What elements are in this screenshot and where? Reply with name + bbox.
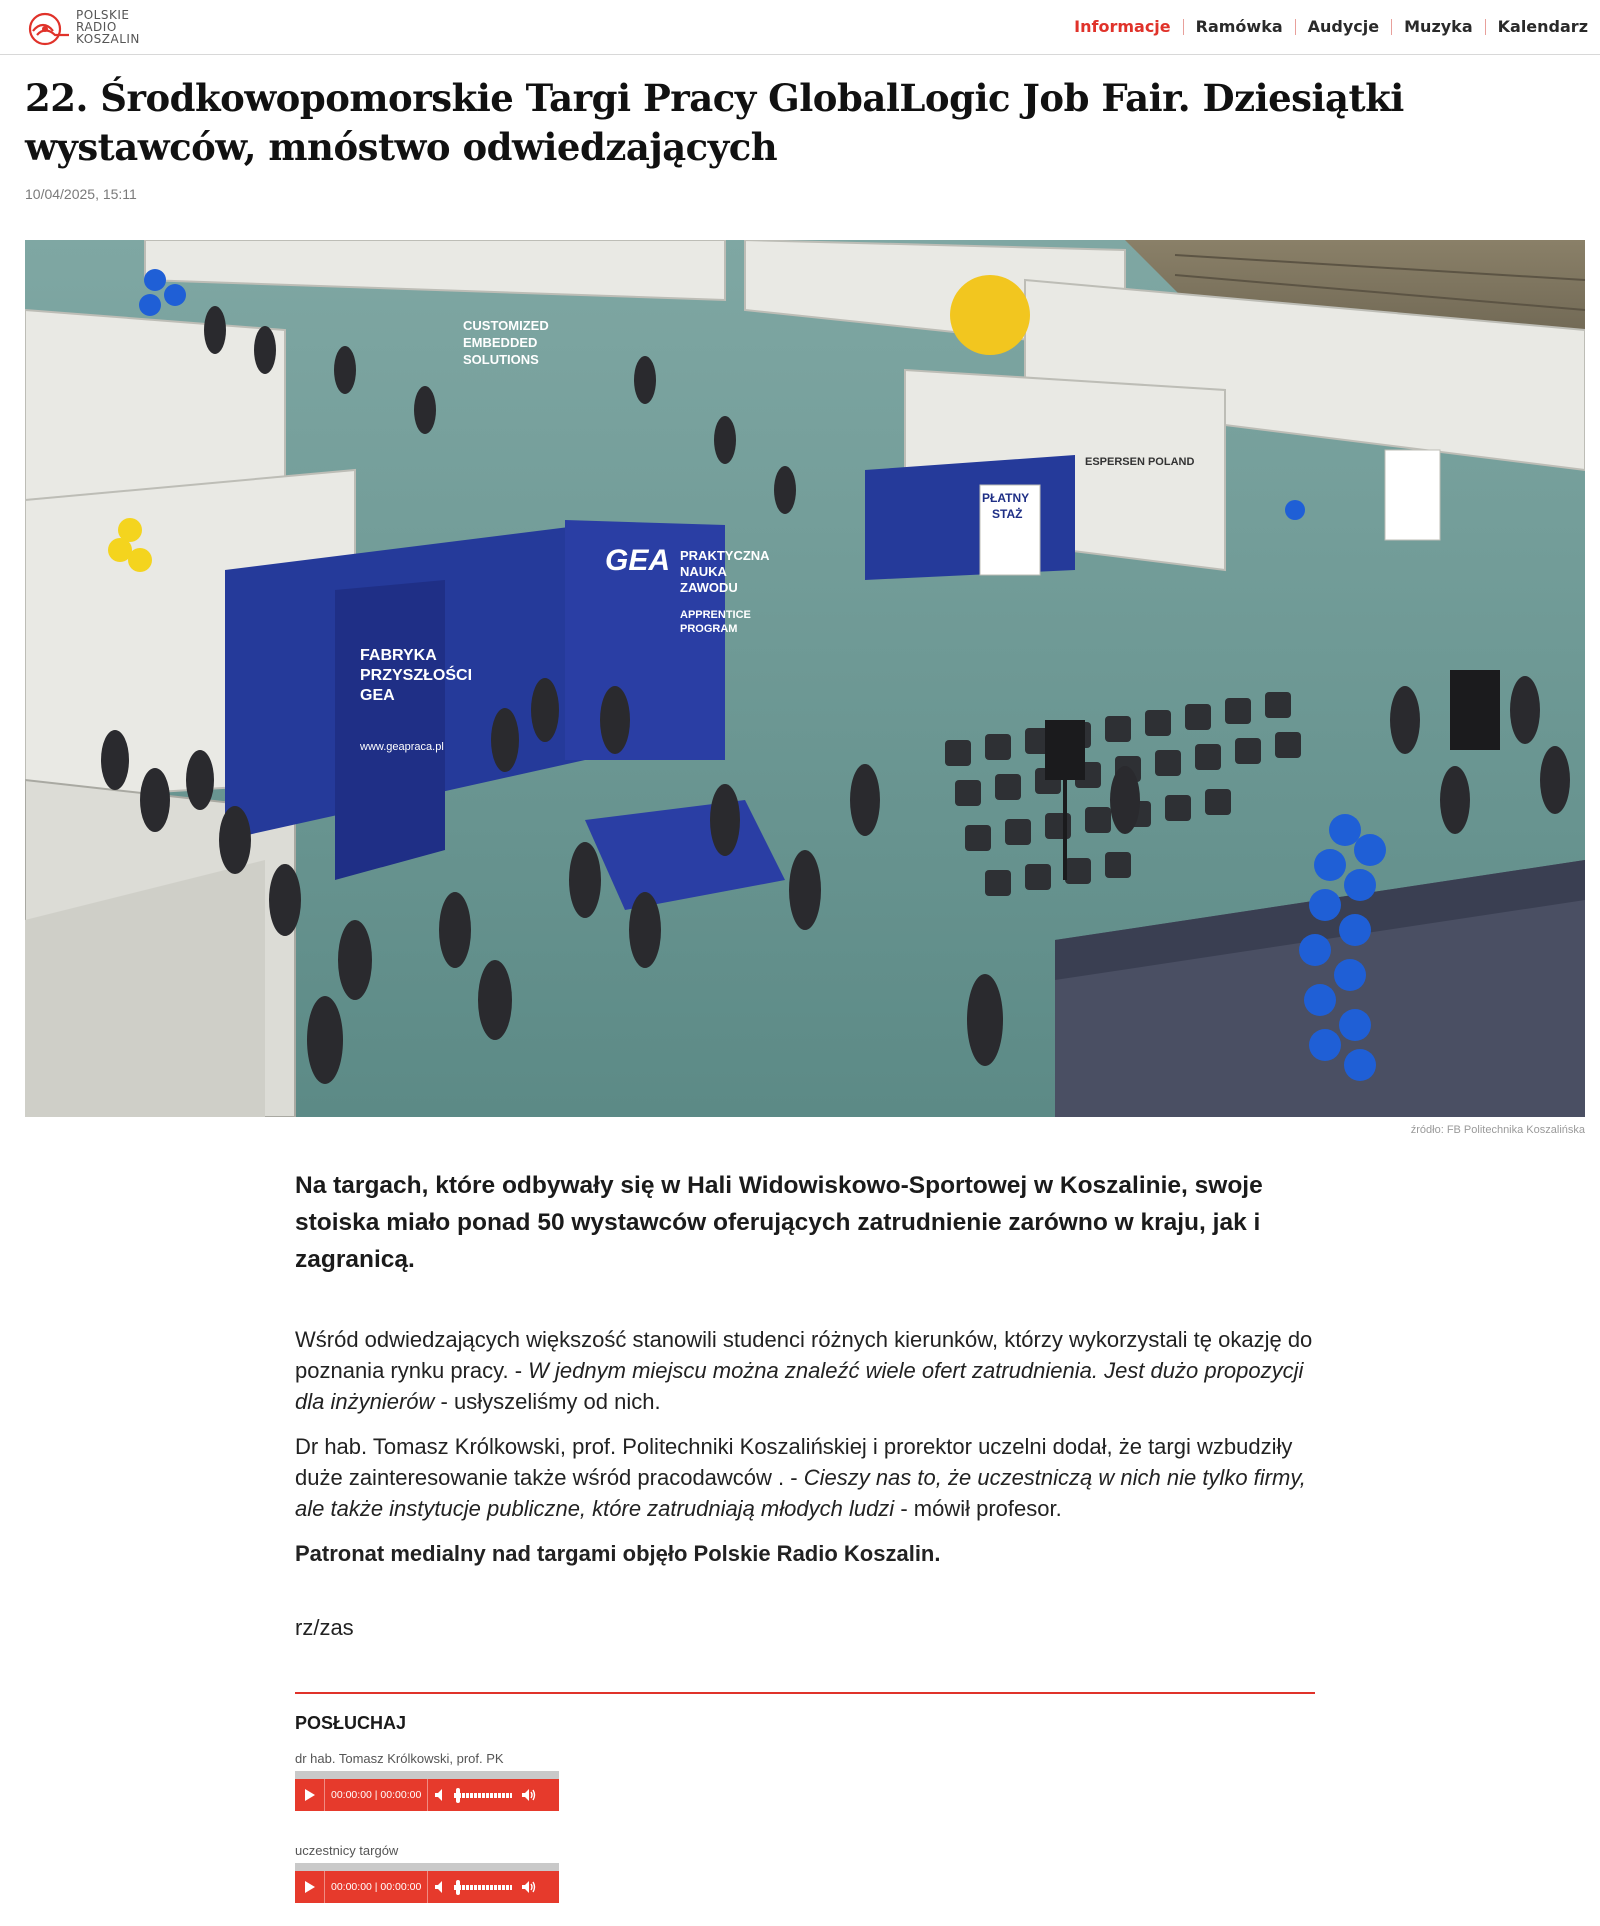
volume-track	[454, 1885, 512, 1890]
article-paragraph	[295, 1431, 1315, 1524]
article-body	[295, 1324, 1315, 1583]
article-photo	[25, 240, 1585, 1117]
job-fair-photo	[25, 240, 1585, 1117]
paragraph-text: Dr hab. Tomasz Królkowski, prof. Politechniki Koszalińskiej i prorektor uczelni dodał, że targi wzbudziły duże zainteresowanie także wśród pracodawców . -	[295, 1434, 1293, 1490]
audio-time: 00:00:00 | 00:00:00	[325, 1779, 428, 1811]
svg-text:GEA: GEA	[605, 544, 671, 577]
nav-informacje[interactable]: Informacje	[1074, 17, 1171, 36]
nav-ramowka[interactable]: Ramówka	[1195, 17, 1283, 36]
article-date: 10/04/2025, 15:11	[25, 186, 137, 202]
paragraph-text: - usłyszeliśmy od nich.	[434, 1389, 661, 1414]
volume-slider[interactable]	[454, 1779, 514, 1811]
top-bar	[0, 0, 1600, 55]
paragraph-text: - mówił profesor.	[894, 1496, 1062, 1521]
audio-time: 00:00:00 | 00:00:00	[325, 1871, 428, 1903]
track-label: uczestnicy targów	[295, 1843, 399, 1858]
paragraph-quote: W jednym miejscu można znaleźć wiele ofert zatrudnienia. Jest dużo propozycji dla inżynierów	[295, 1358, 1304, 1414]
photo-sign-praktyczna: PRAKTYCZNA	[680, 548, 770, 563]
article-title: 22. Środkowopomorskie Targi Pracy GlobalLogic Job Fair. Dziesiątki wystawców, mnóstwo odwiedzających	[25, 76, 1404, 169]
play-button[interactable]	[295, 1779, 325, 1811]
speaker-icon	[435, 1789, 447, 1801]
site-logo[interactable]	[25, 6, 165, 48]
article-paragraph	[295, 1324, 1315, 1417]
speaker-loud-icon	[522, 1881, 536, 1893]
mute-button[interactable]	[428, 1871, 454, 1903]
audio-controls	[295, 1779, 559, 1811]
article-paragraph-patronat: Patronat medialny nad targami objęło Polskie Radio Koszalin.	[295, 1541, 941, 1566]
speaker-loud-icon	[522, 1789, 536, 1801]
main-nav	[1062, 17, 1600, 36]
photo-sign-fabryka: FABRYKA	[360, 647, 437, 664]
photo-sign-praktyczna: ZAWODU	[680, 580, 738, 595]
play-button[interactable]	[295, 1871, 325, 1903]
photo-sign-platny: STAŻ	[992, 507, 1023, 521]
nav-audycje[interactable]: Audycje	[1307, 17, 1380, 36]
volume-slider[interactable]	[454, 1871, 514, 1903]
volume-track	[454, 1793, 512, 1798]
audio-controls	[295, 1871, 559, 1903]
article-signature: rz/zas	[295, 1615, 354, 1640]
audio-player	[295, 1863, 559, 1903]
play-icon	[305, 1789, 315, 1801]
photo-credit: źródło: FB Politechnika Koszalińska	[1410, 1124, 1585, 1136]
listen-heading: POSŁUCHAJ	[295, 1713, 407, 1733]
volume-knob[interactable]	[456, 1880, 460, 1895]
logo-text: POLSKIE RADIO KOSZALIN	[76, 8, 140, 46]
play-icon	[305, 1881, 315, 1893]
audio-progress-bar[interactable]	[295, 1863, 559, 1871]
photo-sign-customized: SOLUTIONS	[463, 352, 539, 367]
photo-sign-apprentice: APPRENTICE	[680, 609, 751, 621]
audio-player	[295, 1771, 559, 1811]
photo-sign-espersen: ESPERSEN POLAND	[1085, 456, 1195, 468]
volume-max-button[interactable]	[514, 1779, 544, 1811]
photo-sign-fabryka: PRZYSZŁOŚCI	[360, 667, 473, 684]
photo-sign-apprentice: PROGRAM	[680, 623, 738, 635]
listen-divider	[295, 1692, 1315, 1694]
photo-sign-url: www.geapraca.pl	[360, 741, 444, 753]
speaker-icon	[435, 1881, 447, 1893]
audio-progress-bar[interactable]	[295, 1771, 559, 1779]
radio-wave-logo-icon	[25, 7, 73, 47]
photo-sign-fabryka: GEA	[360, 687, 395, 704]
photo-sign-platny: PŁATNY	[982, 491, 1030, 505]
nav-kalendarz[interactable]: Kalendarz	[1497, 17, 1588, 36]
track-label: dr hab. Tomasz Królkowski, prof. PK	[295, 1751, 504, 1766]
nav-muzyka[interactable]: Muzyka	[1404, 17, 1473, 36]
photo-sign-praktyczna: NAUKA	[680, 564, 727, 579]
volume-max-button[interactable]	[514, 1871, 544, 1903]
photo-sign-customized: CUSTOMIZED	[463, 318, 549, 333]
paragraph-quote: Cieszy nas to, że uczestniczą w nich nie tylko firmy, ale także instytucje publiczne, które zatrudniają młodych ludzi	[295, 1465, 1306, 1521]
photo-sign-customized: EMBEDDED	[463, 335, 538, 350]
article-lead: Na targach, które odbywały się w Hali Widowiskowo-Sportowej w Koszalinie, swoje stoiska miało ponad 50 wystawców oferujących zatrudnienie zarówno w kraju, jak i zagranicą.	[295, 1172, 1263, 1273]
volume-knob[interactable]	[456, 1788, 460, 1803]
mute-button[interactable]	[428, 1779, 454, 1811]
paragraph-text: Wśród odwiedzających większość stanowili studenci różnych kierunków, którzy wykorzystali tę okazję do poznania rynku pracy. -	[295, 1327, 1313, 1383]
